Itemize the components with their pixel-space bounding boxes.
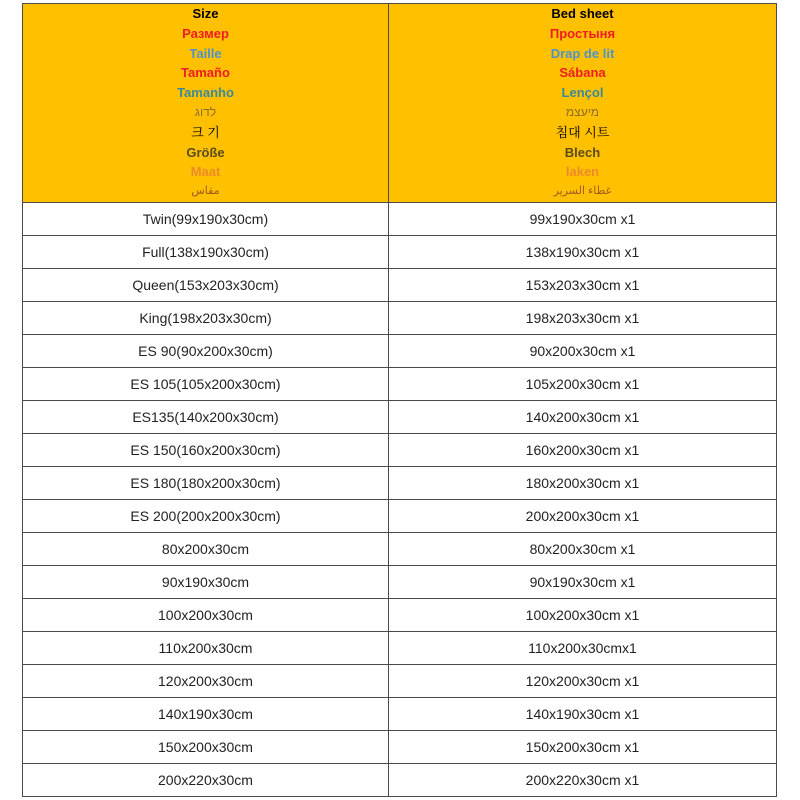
- header-size-column: [23, 4, 389, 203]
- size-cell: 110x200x30cm: [23, 631, 389, 664]
- sheet-header-label-7: Blech: [564, 144, 601, 160]
- size-cell: 140x190x30cm: [23, 697, 389, 730]
- sheet-header-label-5: מיעצמ: [565, 104, 600, 119]
- bed-sheet-cell: 100x200x30cm x1: [389, 598, 777, 631]
- bed-sheet-cell: 140x200x30cm x1: [389, 400, 777, 433]
- bed-sheet-cell: 198x203x30cm x1: [389, 301, 777, 334]
- size-header-label-0: Size: [192, 6, 219, 21]
- table-row: [23, 466, 777, 499]
- size-header-label-2: Taille: [189, 45, 222, 61]
- size-cell: 90x190x30cm: [23, 565, 389, 598]
- table-row: [23, 598, 777, 631]
- size-cell: ES 200(200x200x30cm): [23, 499, 389, 532]
- size-header-label-9: مقاس: [191, 185, 220, 198]
- bed-sheet-cell: 180x200x30cm x1: [389, 466, 777, 499]
- size-cell: Twin(99x190x30cm): [23, 202, 389, 235]
- bed-sheet-cell: 99x190x30cm x1: [389, 202, 777, 235]
- table-row: [23, 730, 777, 763]
- size-cell: Queen(153x203x30cm): [23, 268, 389, 301]
- sheet-header-label-6: 침대 시트: [555, 124, 610, 140]
- header-row: [23, 4, 777, 203]
- size-cell: 150x200x30cm: [23, 730, 389, 763]
- table-row: [23, 367, 777, 400]
- table-row: [23, 565, 777, 598]
- size-cell: 80x200x30cm: [23, 532, 389, 565]
- size-cell: ES 150(160x200x30cm): [23, 433, 389, 466]
- table-row: [23, 763, 777, 796]
- header-bed-sheet-column: [389, 4, 777, 203]
- size-cell: Full(138x190x30cm): [23, 235, 389, 268]
- size-header-label-1: Размер: [182, 25, 229, 41]
- sheet-header-label-3: Sábana: [559, 65, 606, 81]
- size-cell: 200x220x30cm: [23, 763, 389, 796]
- bed-sheet-cell: 200x220x30cm x1: [389, 763, 777, 796]
- bed-sheet-cell: 120x200x30cm x1: [389, 664, 777, 697]
- sheet-header-label-8: laken: [565, 164, 600, 180]
- size-chart-header: [23, 4, 777, 203]
- size-cell: 120x200x30cm: [23, 664, 389, 697]
- table-row: [23, 631, 777, 664]
- size-cell: 100x200x30cm: [23, 598, 389, 631]
- table-row: [23, 202, 777, 235]
- sheet-header-label-0: Bed sheet: [551, 6, 614, 21]
- sheet-header-label-1: Простыня: [549, 25, 616, 41]
- table-row: [23, 235, 777, 268]
- bed-sheet-cell: 90x200x30cm x1: [389, 334, 777, 367]
- size-cell: ES 105(105x200x30cm): [23, 367, 389, 400]
- size-chart-body: [23, 202, 777, 796]
- table-row: [23, 268, 777, 301]
- table-row: [23, 433, 777, 466]
- bed-sheet-cell: 160x200x30cm x1: [389, 433, 777, 466]
- bed-sheet-cell: 153x203x30cm x1: [389, 268, 777, 301]
- table-row: [23, 499, 777, 532]
- bed-sheet-cell: 105x200x30cm x1: [389, 367, 777, 400]
- bed-sheet-cell: 110x200x30cmx1: [389, 631, 777, 664]
- size-header-label-8: Maat: [190, 164, 221, 180]
- table-row: [23, 664, 777, 697]
- table-row: [23, 301, 777, 334]
- table-row: [23, 334, 777, 367]
- size-cell: ES135(140x200x30cm): [23, 400, 389, 433]
- size-header-label-4: Tamanho: [177, 85, 234, 101]
- bed-sheet-cell: 140x190x30cm x1: [389, 697, 777, 730]
- sheet-header-label-4: Lençol: [561, 85, 604, 101]
- sheet-header-label-9: غطاء السرير: [553, 185, 612, 198]
- table-row: [23, 532, 777, 565]
- size-header-label-6: 크 기: [191, 124, 220, 140]
- size-cell: King(198x203x30cm): [23, 301, 389, 334]
- bed-sheet-cell: 150x200x30cm x1: [389, 730, 777, 763]
- table-row: [23, 697, 777, 730]
- size-header-label-5: לדוג: [194, 104, 217, 119]
- bed-sheet-cell: 138x190x30cm x1: [389, 235, 777, 268]
- size-cell: ES 180(180x200x30cm): [23, 466, 389, 499]
- bed-sheet-cell: 90x190x30cm x1: [389, 565, 777, 598]
- size-cell: ES 90(90x200x30cm): [23, 334, 389, 367]
- sheet-header-label-2: Drap de lit: [550, 45, 615, 61]
- bed-sheet-cell: 80x200x30cm x1: [389, 532, 777, 565]
- bed-sheet-cell: 200x200x30cm x1: [389, 499, 777, 532]
- size-header-label-3: Tamaño: [181, 65, 230, 81]
- size-chart-table: [22, 3, 777, 797]
- table-row: [23, 400, 777, 433]
- size-header-label-7: Größe: [186, 144, 225, 160]
